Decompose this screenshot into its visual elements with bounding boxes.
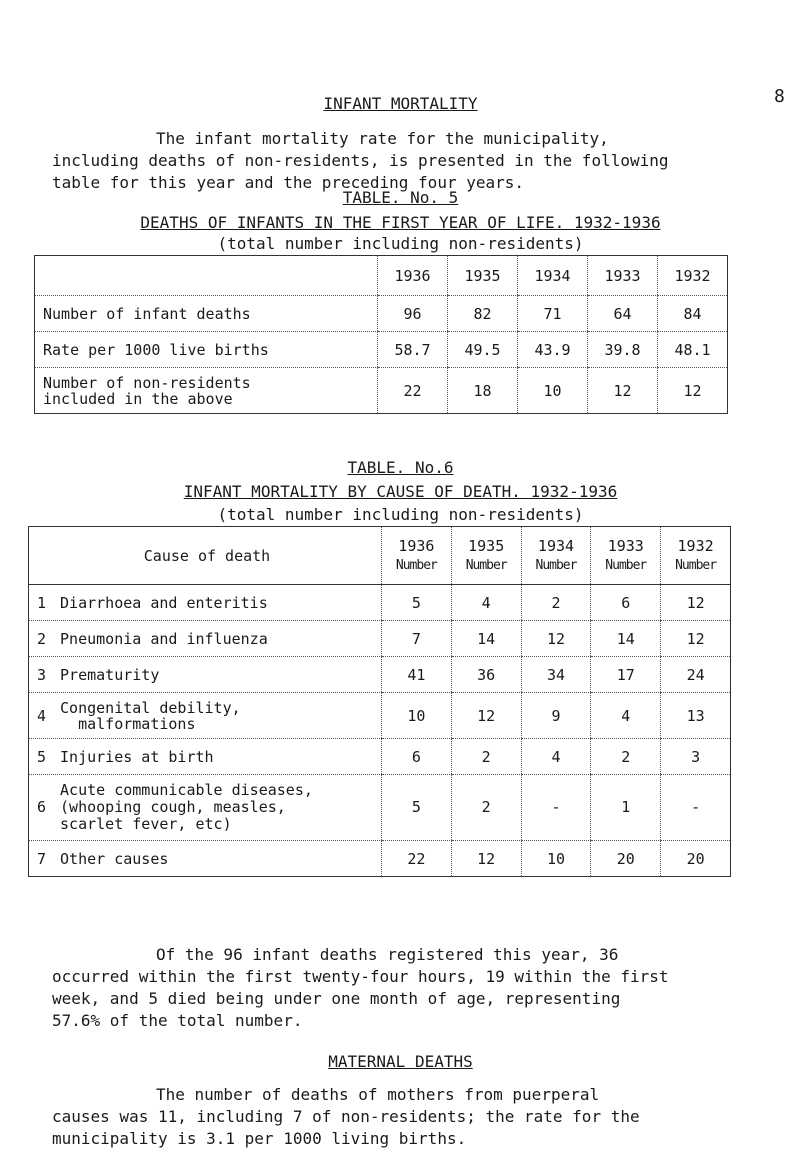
- table-corner-cell: [35, 256, 378, 296]
- table-row: [29, 585, 731, 621]
- cause-header: Cause of death: [29, 527, 382, 585]
- table-cell: 20: [591, 841, 661, 877]
- table-cell: 6: [591, 585, 661, 621]
- table-row: [29, 739, 731, 775]
- table-cell: 12: [451, 841, 521, 877]
- table-header-row: [35, 256, 728, 296]
- table-cell: 22: [382, 841, 452, 877]
- table-cell: 41: [382, 657, 452, 693]
- table6-label: TABLE. No.6: [347, 458, 454, 477]
- table-cell: 5: [382, 585, 452, 621]
- table-cell: 10: [382, 693, 452, 739]
- table-row: [29, 621, 731, 657]
- table-cell: 96: [378, 296, 448, 332]
- table-cell: 9: [521, 693, 591, 739]
- table-row: [29, 775, 731, 841]
- infant-mortality-heading: INFANT MORTALITY: [323, 94, 478, 113]
- table-cell: 1: [591, 775, 661, 841]
- table-cell: 4: [451, 585, 521, 621]
- cause-label: 2 Pneumonia and influenza: [29, 621, 382, 657]
- table-cell: 84: [658, 296, 728, 332]
- table-cell: 5: [382, 775, 452, 841]
- year-header: 1934 Number: [521, 527, 591, 585]
- table-cell: -: [661, 775, 731, 841]
- table-row: [35, 332, 728, 368]
- table5-title: DEATHS OF INFANTS IN THE FIRST YEAR OF LIFE. 1932-1936: [140, 213, 661, 232]
- cause-label: 7 Other causes: [29, 841, 382, 877]
- table-row: [29, 657, 731, 693]
- infant-deaths-table: [34, 255, 728, 414]
- row-label: Number of non-residents included in the above: [35, 368, 378, 414]
- year-header: 1932: [658, 256, 728, 296]
- table-cell: 58.7: [378, 332, 448, 368]
- table-cell: 10: [518, 368, 588, 414]
- table-row: [29, 841, 731, 877]
- row-label: Number of infant deaths: [35, 296, 378, 332]
- table-cell: 12: [451, 693, 521, 739]
- table-row: [35, 296, 728, 332]
- table-cell: 2: [521, 585, 591, 621]
- page-number: 8: [774, 86, 785, 107]
- year-header: 1936: [378, 256, 448, 296]
- table-cell: 14: [591, 621, 661, 657]
- cause-of-death-table: [28, 526, 731, 877]
- table-cell: 71: [518, 296, 588, 332]
- table-cell: 43.9: [518, 332, 588, 368]
- table-cell: 39.8: [588, 332, 658, 368]
- table-cell: 4: [521, 739, 591, 775]
- table-cell: 22: [378, 368, 448, 414]
- table-cell: 2: [591, 739, 661, 775]
- table-cell: 2: [451, 775, 521, 841]
- table-cell: 48.1: [658, 332, 728, 368]
- table-cell: 6: [382, 739, 452, 775]
- table-cell: -: [521, 775, 591, 841]
- maternal-paragraph: The number of deaths of mothers from puerperal causes was 11, including 7 of non-residents; the rate for the municipality is 3.1 per 1000 living births.: [52, 1085, 640, 1148]
- table-row: [35, 368, 728, 414]
- year-header: 1932 Number: [661, 527, 731, 585]
- table-cell: 7: [382, 621, 452, 657]
- maternal-deaths-heading: MATERNAL DEATHS: [328, 1052, 473, 1071]
- table6-subtitle: (total number including non-residents): [217, 505, 584, 524]
- cause-label: 4 Congenital debility, malformations: [29, 693, 382, 739]
- table-cell: 24: [661, 657, 731, 693]
- intro-paragraph: The infant mortality rate for the municipality, including deaths of non-residents, is presented in the following table for this year and the preceding four years.: [52, 129, 669, 192]
- table-cell: 64: [588, 296, 658, 332]
- table-header-row: [29, 527, 731, 585]
- year-header: 1935: [448, 256, 518, 296]
- year-header: 1934: [518, 256, 588, 296]
- table-row: [29, 693, 731, 739]
- table-cell: 4: [591, 693, 661, 739]
- table-cell: 12: [521, 621, 591, 657]
- table-cell: 13: [661, 693, 731, 739]
- table-cell: 10: [521, 841, 591, 877]
- year-header: 1933 Number: [591, 527, 661, 585]
- table-cell: 12: [588, 368, 658, 414]
- table-cell: 14: [451, 621, 521, 657]
- cause-label: 1 Diarrhoea and enteritis: [29, 585, 382, 621]
- table-cell: 49.5: [448, 332, 518, 368]
- year-header: 1936 Number: [382, 527, 452, 585]
- table-cell: 34: [521, 657, 591, 693]
- year-header: 1935 Number: [451, 527, 521, 585]
- table-cell: 17: [591, 657, 661, 693]
- table-cell: 2: [451, 739, 521, 775]
- table-cell: 3: [661, 739, 731, 775]
- table-cell: 20: [661, 841, 731, 877]
- row-label: Rate per 1000 live births: [35, 332, 378, 368]
- table5-label: TABLE. No. 5: [342, 188, 459, 207]
- table-cell: 12: [661, 585, 731, 621]
- table-cell: 12: [661, 621, 731, 657]
- table-cell: 82: [448, 296, 518, 332]
- table5-subtitle: (total number including non-residents): [217, 234, 584, 253]
- table-cell: 12: [658, 368, 728, 414]
- year-header: 1933: [588, 256, 658, 296]
- cause-label: 5 Injuries at birth: [29, 739, 382, 775]
- summary-paragraph: Of the 96 infant deaths registered this year, 36 occurred within the first twenty-four hours, 19 within the first week, and 5 died being under one month of age, representing 57.6% of the total number.: [52, 945, 669, 1030]
- table-cell: 36: [451, 657, 521, 693]
- table6-title: INFANT MORTALITY BY CAUSE OF DEATH. 1932-1936: [183, 482, 618, 501]
- cause-label: 6 Acute communicable diseases, (whooping cough, measles, scarlet fever, etc): [29, 775, 382, 841]
- cause-label: 3 Prematurity: [29, 657, 382, 693]
- table-cell: 18: [448, 368, 518, 414]
